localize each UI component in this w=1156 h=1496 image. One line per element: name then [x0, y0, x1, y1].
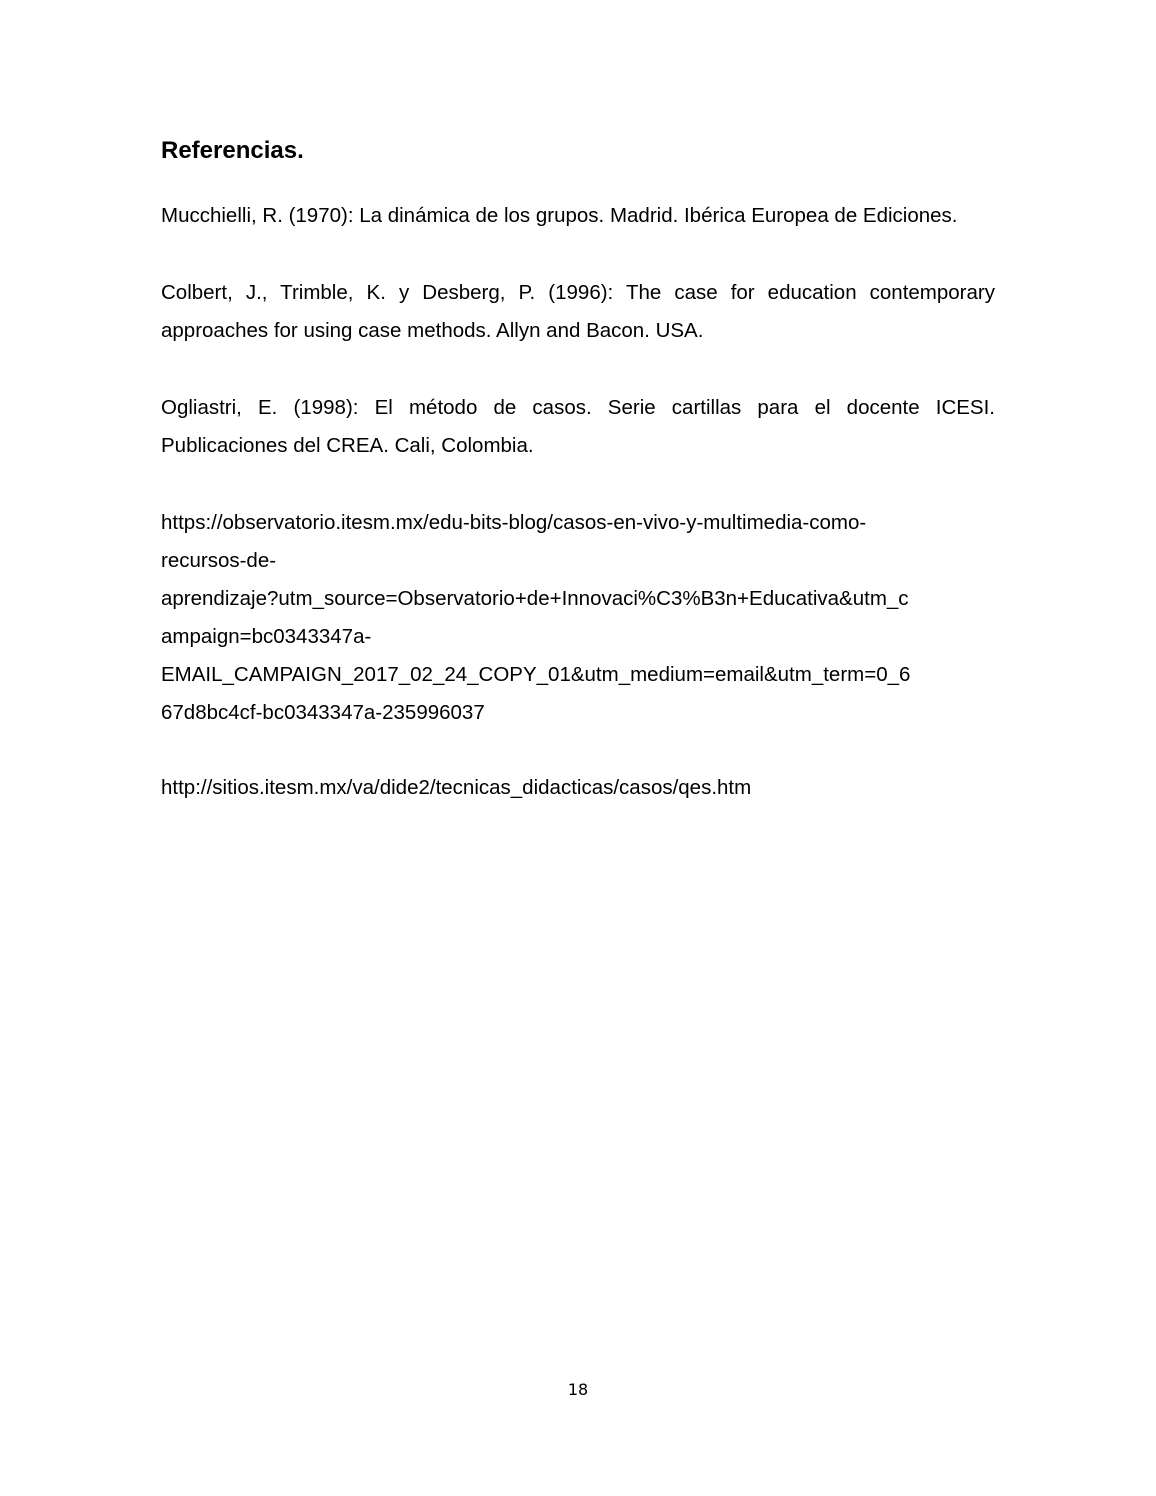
url-line: aprendizaje?utm_source=Observatorio+de+Innovaci%C3%B3n+Educativa&utm_c [161, 587, 909, 610]
reference-url-entry-2: http://sitios.itesm.mx/va/dide2/tecnicas_didacticas/casos/qes.htm [161, 776, 752, 799]
reference-entry: Colbert, J., Trimble, K. y Desberg, P. (1996): The case for education contemporary approaches for using case methods. Allyn and Bacon. USA. [161, 281, 995, 342]
reference-entry: Mucchielli, R. (1970): La dinámica de los grupos. Madrid. Ibérica Europea de Ediciones. [161, 204, 958, 227]
url-line: https://observatorio.itesm.mx/edu-bits-blog/casos-en-vivo-y-multimedia-como- [161, 511, 867, 534]
page-number: 18 [567, 1380, 589, 1399]
url-line: EMAIL_CAMPAIGN_2017_02_24_COPY_01&utm_medium=email&utm_term=0_6 [161, 663, 911, 686]
url-line: ampaign=bc0343347a- [161, 625, 372, 648]
url-line: recursos-de- [161, 549, 277, 572]
reference-url-entry [161, 504, 995, 732]
reference-entry: Ogliastri, E. (1998): El método de casos. Serie cartillas para el docente ICESI. Publicaciones del CREA. Cali, Colombia. [161, 396, 995, 457]
references-section [161, 132, 995, 844]
url-line: 67d8bc4cf-bc0343347a-235996037 [161, 701, 485, 724]
section-heading: Referencias. [161, 137, 304, 164]
